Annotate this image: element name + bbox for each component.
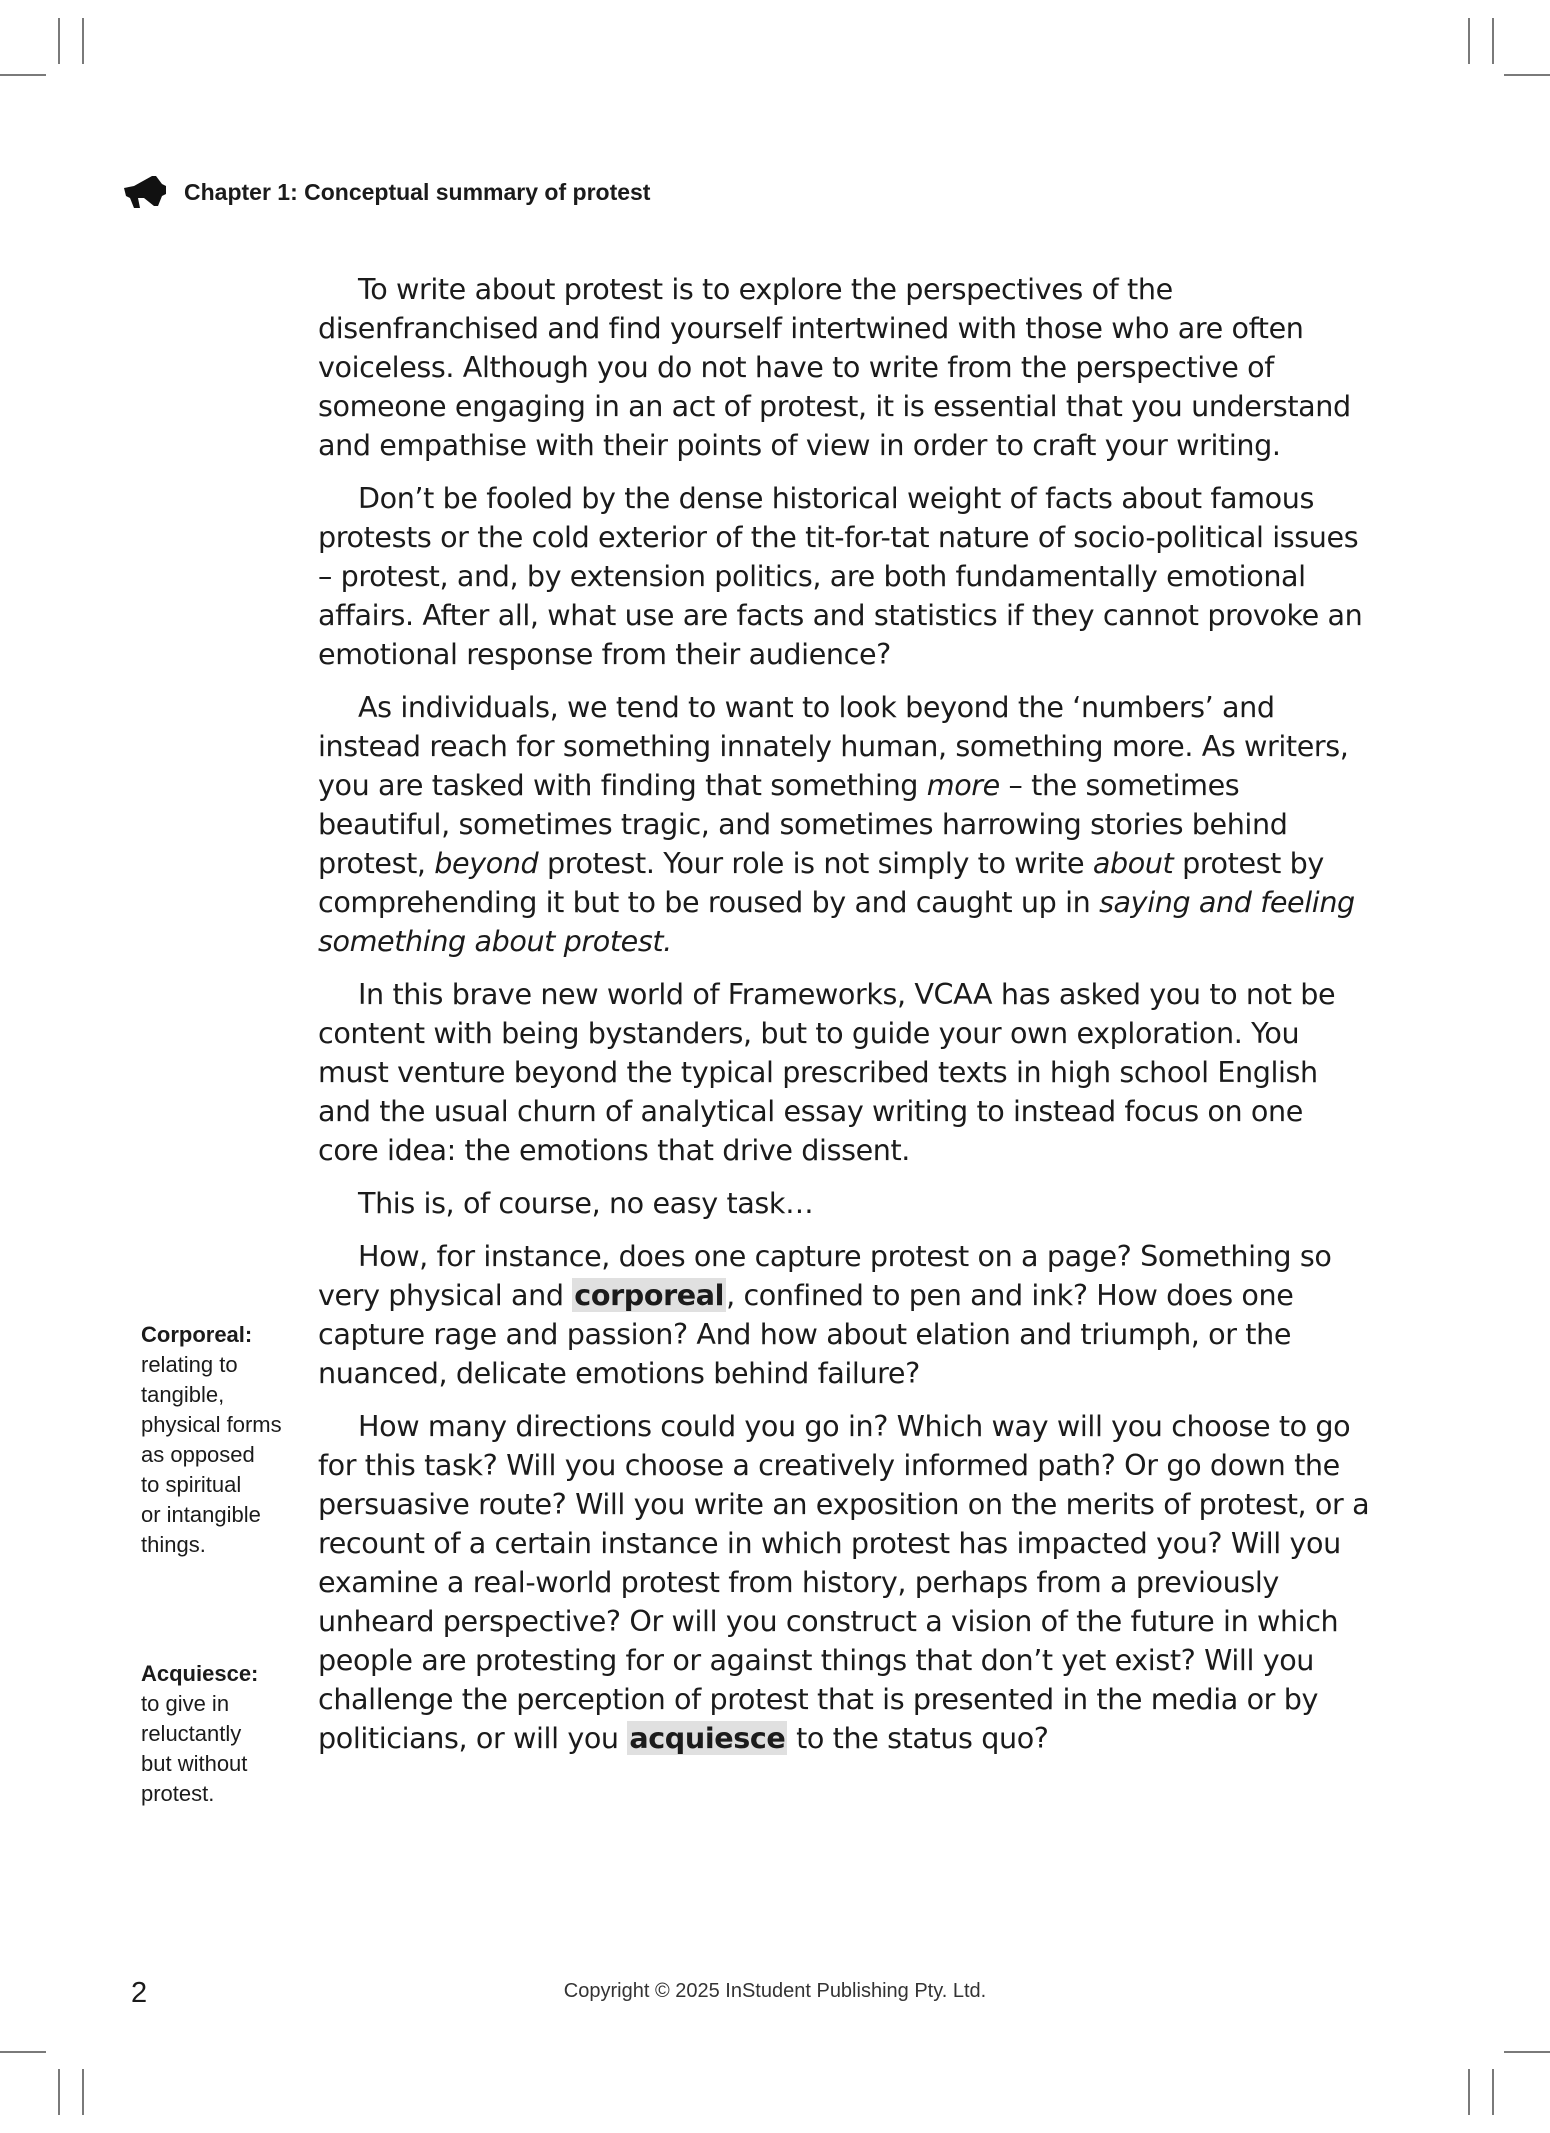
megaphone-icon bbox=[122, 172, 168, 212]
paragraph bbox=[318, 1407, 1370, 1758]
paragraph bbox=[318, 688, 1370, 961]
crop-mark bbox=[58, 18, 60, 64]
paragraph: Don’t be fooled by the dense historical weight of facts about famous protests or the cold exterior of the tit-for-tat nature of socio-political issues – protest, and, by extension politics, are both fundamentally emotional affairs. After all, what use are facts and statistics if they cannot provoke an emotional response from their audience? bbox=[318, 481, 1363, 671]
paragraph: This is, of course, no easy task… bbox=[358, 1186, 814, 1220]
text-run: How, for instance, does one capture protest on a page? Something so very physical and bbox=[318, 1239, 1332, 1312]
crop-mark bbox=[1468, 2069, 1470, 2115]
crop-mark bbox=[0, 2051, 46, 2053]
emphasis: more bbox=[926, 768, 1000, 802]
copyright-notice: Copyright © 2025 InStudent Publishing Pty. Ltd. bbox=[563, 1980, 987, 2002]
text-run: As individuals, we tend to want to look beyond the ‘numbers’ and instead reach for something innately human, something more. As writers, you are tasked with finding that something bbox=[318, 690, 1349, 802]
crop-mark bbox=[58, 2069, 60, 2115]
crop-mark bbox=[1468, 18, 1470, 64]
crop-mark bbox=[82, 2069, 84, 2115]
glossary-term: Acquiesce: bbox=[141, 1661, 259, 1686]
text-run: protest. Your role is not simply to write bbox=[538, 846, 1093, 880]
text-run: protest by comprehending it but to be roused by and caught up in bbox=[318, 846, 1324, 919]
text-run: to the status quo? bbox=[787, 1721, 1049, 1755]
glossary-term-highlight: acquiesce bbox=[629, 1721, 786, 1755]
emphasis: about bbox=[1092, 846, 1174, 880]
paragraph: In this brave new world of Frameworks, VCAA has asked you to not be content with being bystanders, but to guide your own exploration. You must venture beyond the typical prescribed texts in high school English and the usual churn of analytical essay writing to instead focus on one core idea: the emotions that drive dissent. bbox=[318, 977, 1336, 1167]
crop-mark bbox=[0, 74, 46, 76]
emphasis: beyond bbox=[434, 846, 539, 880]
chapter-header bbox=[122, 172, 650, 212]
glossary-entry-acquiesce bbox=[141, 1659, 301, 1809]
glossary-term-highlight: corporeal bbox=[574, 1278, 725, 1312]
paragraph: To write about protest is to explore the perspectives of the disenfranchised and find yourself intertwined with those who are often voiceless. Although you do not have to write from the perspective of someone engaging in an act of protest, it is essential that you understand and empathise with their points of view in order to craft your writing. bbox=[318, 272, 1351, 462]
page-number: 2 bbox=[131, 1977, 148, 2009]
glossary-definition: to give in reluctantly but without protest. bbox=[141, 1691, 248, 1806]
crop-mark bbox=[1492, 18, 1494, 64]
body-text bbox=[318, 270, 1370, 1772]
text-run: – the sometimes beautiful, sometimes tragic, and sometimes harrowing stories behind protest, bbox=[318, 768, 1288, 880]
crop-mark bbox=[82, 18, 84, 64]
crop-mark bbox=[1504, 2051, 1550, 2053]
glossary-entry-corporeal bbox=[141, 1320, 301, 1560]
chapter-title: Chapter 1: Conceptual summary of protest bbox=[184, 178, 651, 205]
text-run: How many directions could you go in? Which way will you choose to go for this task? Will you choose a creatively informed path? Or go down the persuasive route? Will you write an exposition on the merits of protest, or a recount of a certain instance in which protest has impacted you? Will you examine a real-world protest from history, perhaps from a previously unheard perspective? Or will you construct a vision of the future in which people are protesting for or against things that don’t yet exist? Will you challenge the perception of protest that is presented in the media or by politicians, or will you bbox=[318, 1409, 1370, 1755]
text-run: , confined to pen and ink? How does one capture rage and passion? And how about elation and triumph, or the nuanced, delicate emotions behind failure? bbox=[318, 1278, 1294, 1390]
glossary-term: Corporeal: bbox=[141, 1322, 253, 1347]
crop-mark bbox=[1492, 2069, 1494, 2115]
crop-mark bbox=[1504, 74, 1550, 76]
paragraph bbox=[318, 1237, 1370, 1393]
glossary-definition: relating to tangible, physical forms as opposed to spiritual or intangible things. bbox=[141, 1352, 282, 1557]
emphasis: saying and feeling something about protest. bbox=[318, 885, 1355, 958]
